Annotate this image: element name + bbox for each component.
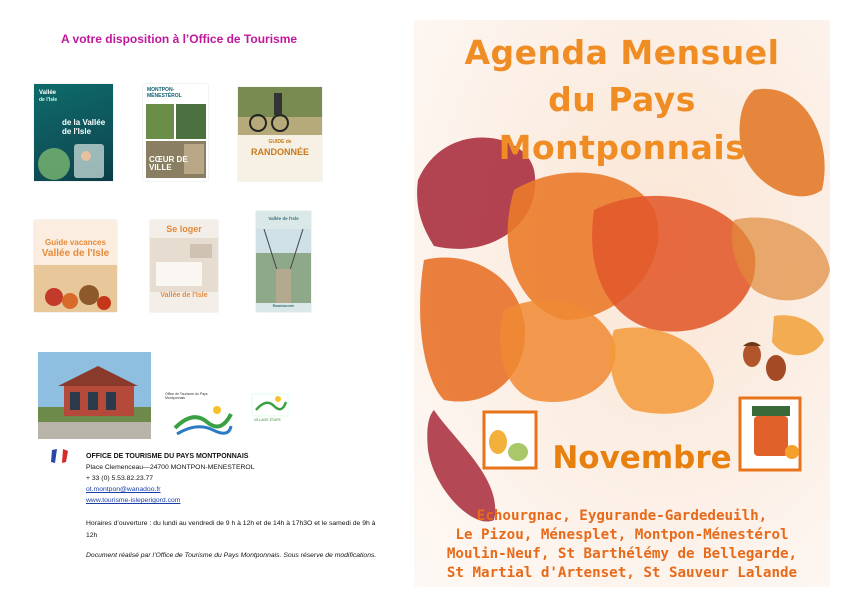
communes-line: Moulin-Neuf, St Barthélémy de Bellegarde, [446,546,798,562]
brochure-photo-food [34,265,117,312]
brochure-illustration [34,134,113,181]
opening-hours: Horaires d’ouverture : du lundi au vendredi de 9 h à 12h et de 14h à 17h3O et le samedi de 9h à 12h [86,520,376,539]
cover-title-line-2: du Pays [548,80,696,119]
brochure-label: Guide vacances [45,238,106,247]
website-link[interactable]: www.tourisme-isleperigord.com [86,497,181,504]
brochure-se-loger [150,220,218,312]
office-phone: + 33 (0) 5.53.82.23.77 [86,475,154,482]
document-note: Document réalisé par l’Office de Tourisme du Pays Montponnais. Sous réserve de modifications. [86,552,377,559]
brochure-title: de la Vallée de l'Isle [62,118,106,136]
brochure-guide-vacances [34,220,117,312]
logo-office-text: Office de Tourisme du Pays Montponnais [165,392,208,400]
brochure-vallee-isle [34,84,113,181]
brochure-label: MONTPON- [147,87,175,93]
office-tourisme-logo [165,390,235,438]
communes-list [414,507,830,583]
brochure-label: Vallée [39,90,57,96]
office-building-photo [38,352,151,439]
communes-line: Echourgnac, Eygurande-Gardedeuilh, [476,508,768,524]
office-address: Place Clemenceau—24700 MONTPON-MENESTEROL [86,464,255,471]
brochure-label: GUIDE de [268,139,292,145]
brochure-label: MÉNESTÉROL [147,93,182,99]
cover-title-line-1: Agenda Mensuel [464,33,780,72]
brochure-title: Vallée de l'Isle [41,248,110,259]
brochure-vallee-bridge [256,211,311,312]
brochure-title: CŒUR DE VILLE [149,155,188,172]
contact-block [86,451,386,506]
cover-title-line-3: Montponnais [498,128,746,167]
cover-month: Novembre [552,440,732,476]
village-etape-logo [250,392,292,430]
brochure-label: Se loger [166,224,202,234]
brochure-title: Vallée de l'Isle [160,292,208,299]
email-link[interactable]: ot.montpon@wanadoo.fr [86,486,161,493]
brochure-title: RANDONNÉE [250,147,309,157]
brochure-photo-bike [238,87,322,135]
left-heading: A votre disposition à l’Office de Tourisme [61,32,298,46]
brochure-photo-bridge [256,229,311,303]
office-name: OFFICE DE TOURISME DU PAYS MONTPONNAIS [86,453,249,460]
brochure-title: Randonnée [272,303,295,308]
communes-line: St Martial d'Artenset, St Sauveur Lalande [446,565,798,581]
agenda-cover [414,20,830,587]
brochure-randonnee [238,87,322,181]
brochure-coeur-ville [143,84,208,181]
brochure-photo-room [150,238,218,292]
france-flag-icon [50,447,70,465]
communes-line: Le Pizou, Ménesplet, Montpon-Ménestérol [455,527,789,543]
brochure-label: Vallée de l'Isle [268,216,299,221]
logo-village-text: VILLAGE ÉTAPE [254,418,281,422]
brochure-label: de l'Isle [39,97,58,103]
